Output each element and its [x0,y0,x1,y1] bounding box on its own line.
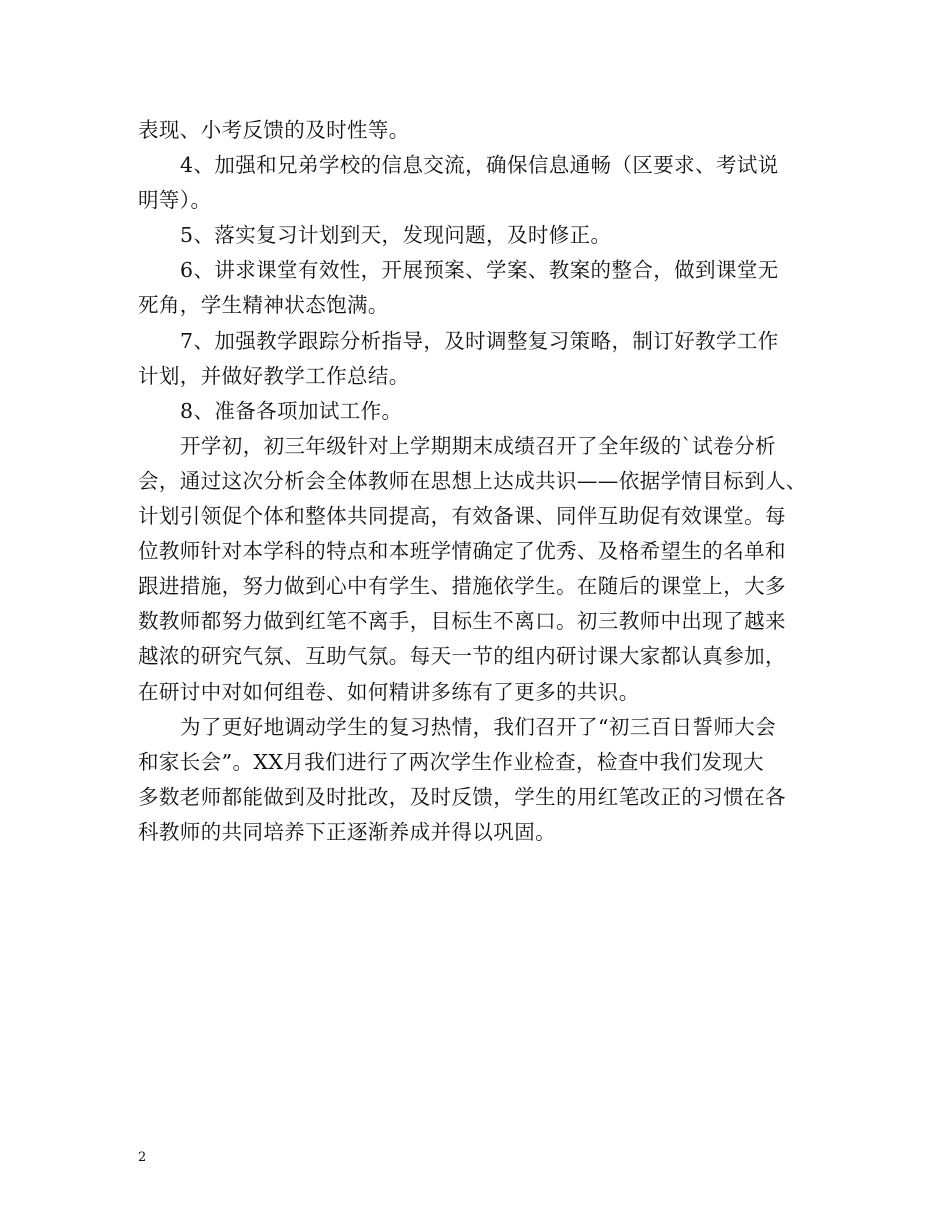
text-line: 5、落实复习计划到天，发现问题，及时修正。 [180,223,612,248]
text-line: 计划引领促个体和整体共同提高，有效备课、同伴互助促有效课堂。每 [138,504,786,529]
text-line: 8、准备各项加试工作。 [180,398,403,423]
text-line: 死角，学生精神状态饱满。 [138,293,389,318]
text-line: 为了更好地调动学生的复习热情，我们召开了“初三百日誓师大会 [180,714,777,739]
text-line: 4、加强和兄弟学校的信息交流，确保信息通畅（区要求、考试说 [180,153,779,178]
text-line: 和家长会”。XX月我们进行了两次学生作业检查，检查中我们发现大 [138,749,765,774]
text-line: 多数老师都能做到及时批改，及时反馈，学生的用红笔改正的习惯在各 [138,784,786,809]
text-line: 6、讲求课堂有效性，开展预案、学案、教案的整合，做到课堂无 [180,258,779,283]
page-number: 2 [138,1150,147,1165]
text-line: 7、加强教学跟踪分析指导，及时调整复习策略，制订好教学工作 [180,328,779,353]
text-line: 位教师针对本学科的特点和本班学情确定了优秀、及格希望生的名单和 [138,539,786,564]
text-line: 开学初，初三年级针对上学期期末成绩召开了全年级的`试卷分析 [180,433,776,458]
text-line: 数教师都努力做到红笔不离手，目标生不离口。初三教师中出现了越来 [138,609,786,634]
text-line: 在研讨中对如何组卷、如何精讲多练有了更多的共识。 [138,679,640,704]
text-line: 会，通过这次分析会全体教师在思想上达成共识——依据学情目标到人、 [138,468,807,493]
text-line: 明等）。 [138,188,212,213]
text-line: 科教师的共同培养下正逐渐养成并得以巩固。 [138,819,556,844]
text-line: 计划，并做好教学工作总结。 [138,363,410,388]
text-line: 越浓的研究气氛、互助气氛。每天一节的组内研讨课大家都认真参加， [138,644,786,669]
body-text [138,113,814,850]
text-line: 跟进措施，努力做到心中有学生、措施依学生。在随后的课堂上，大多 [138,574,786,599]
text-line: 表现、小考反馈的及时性等。 [138,118,410,142]
